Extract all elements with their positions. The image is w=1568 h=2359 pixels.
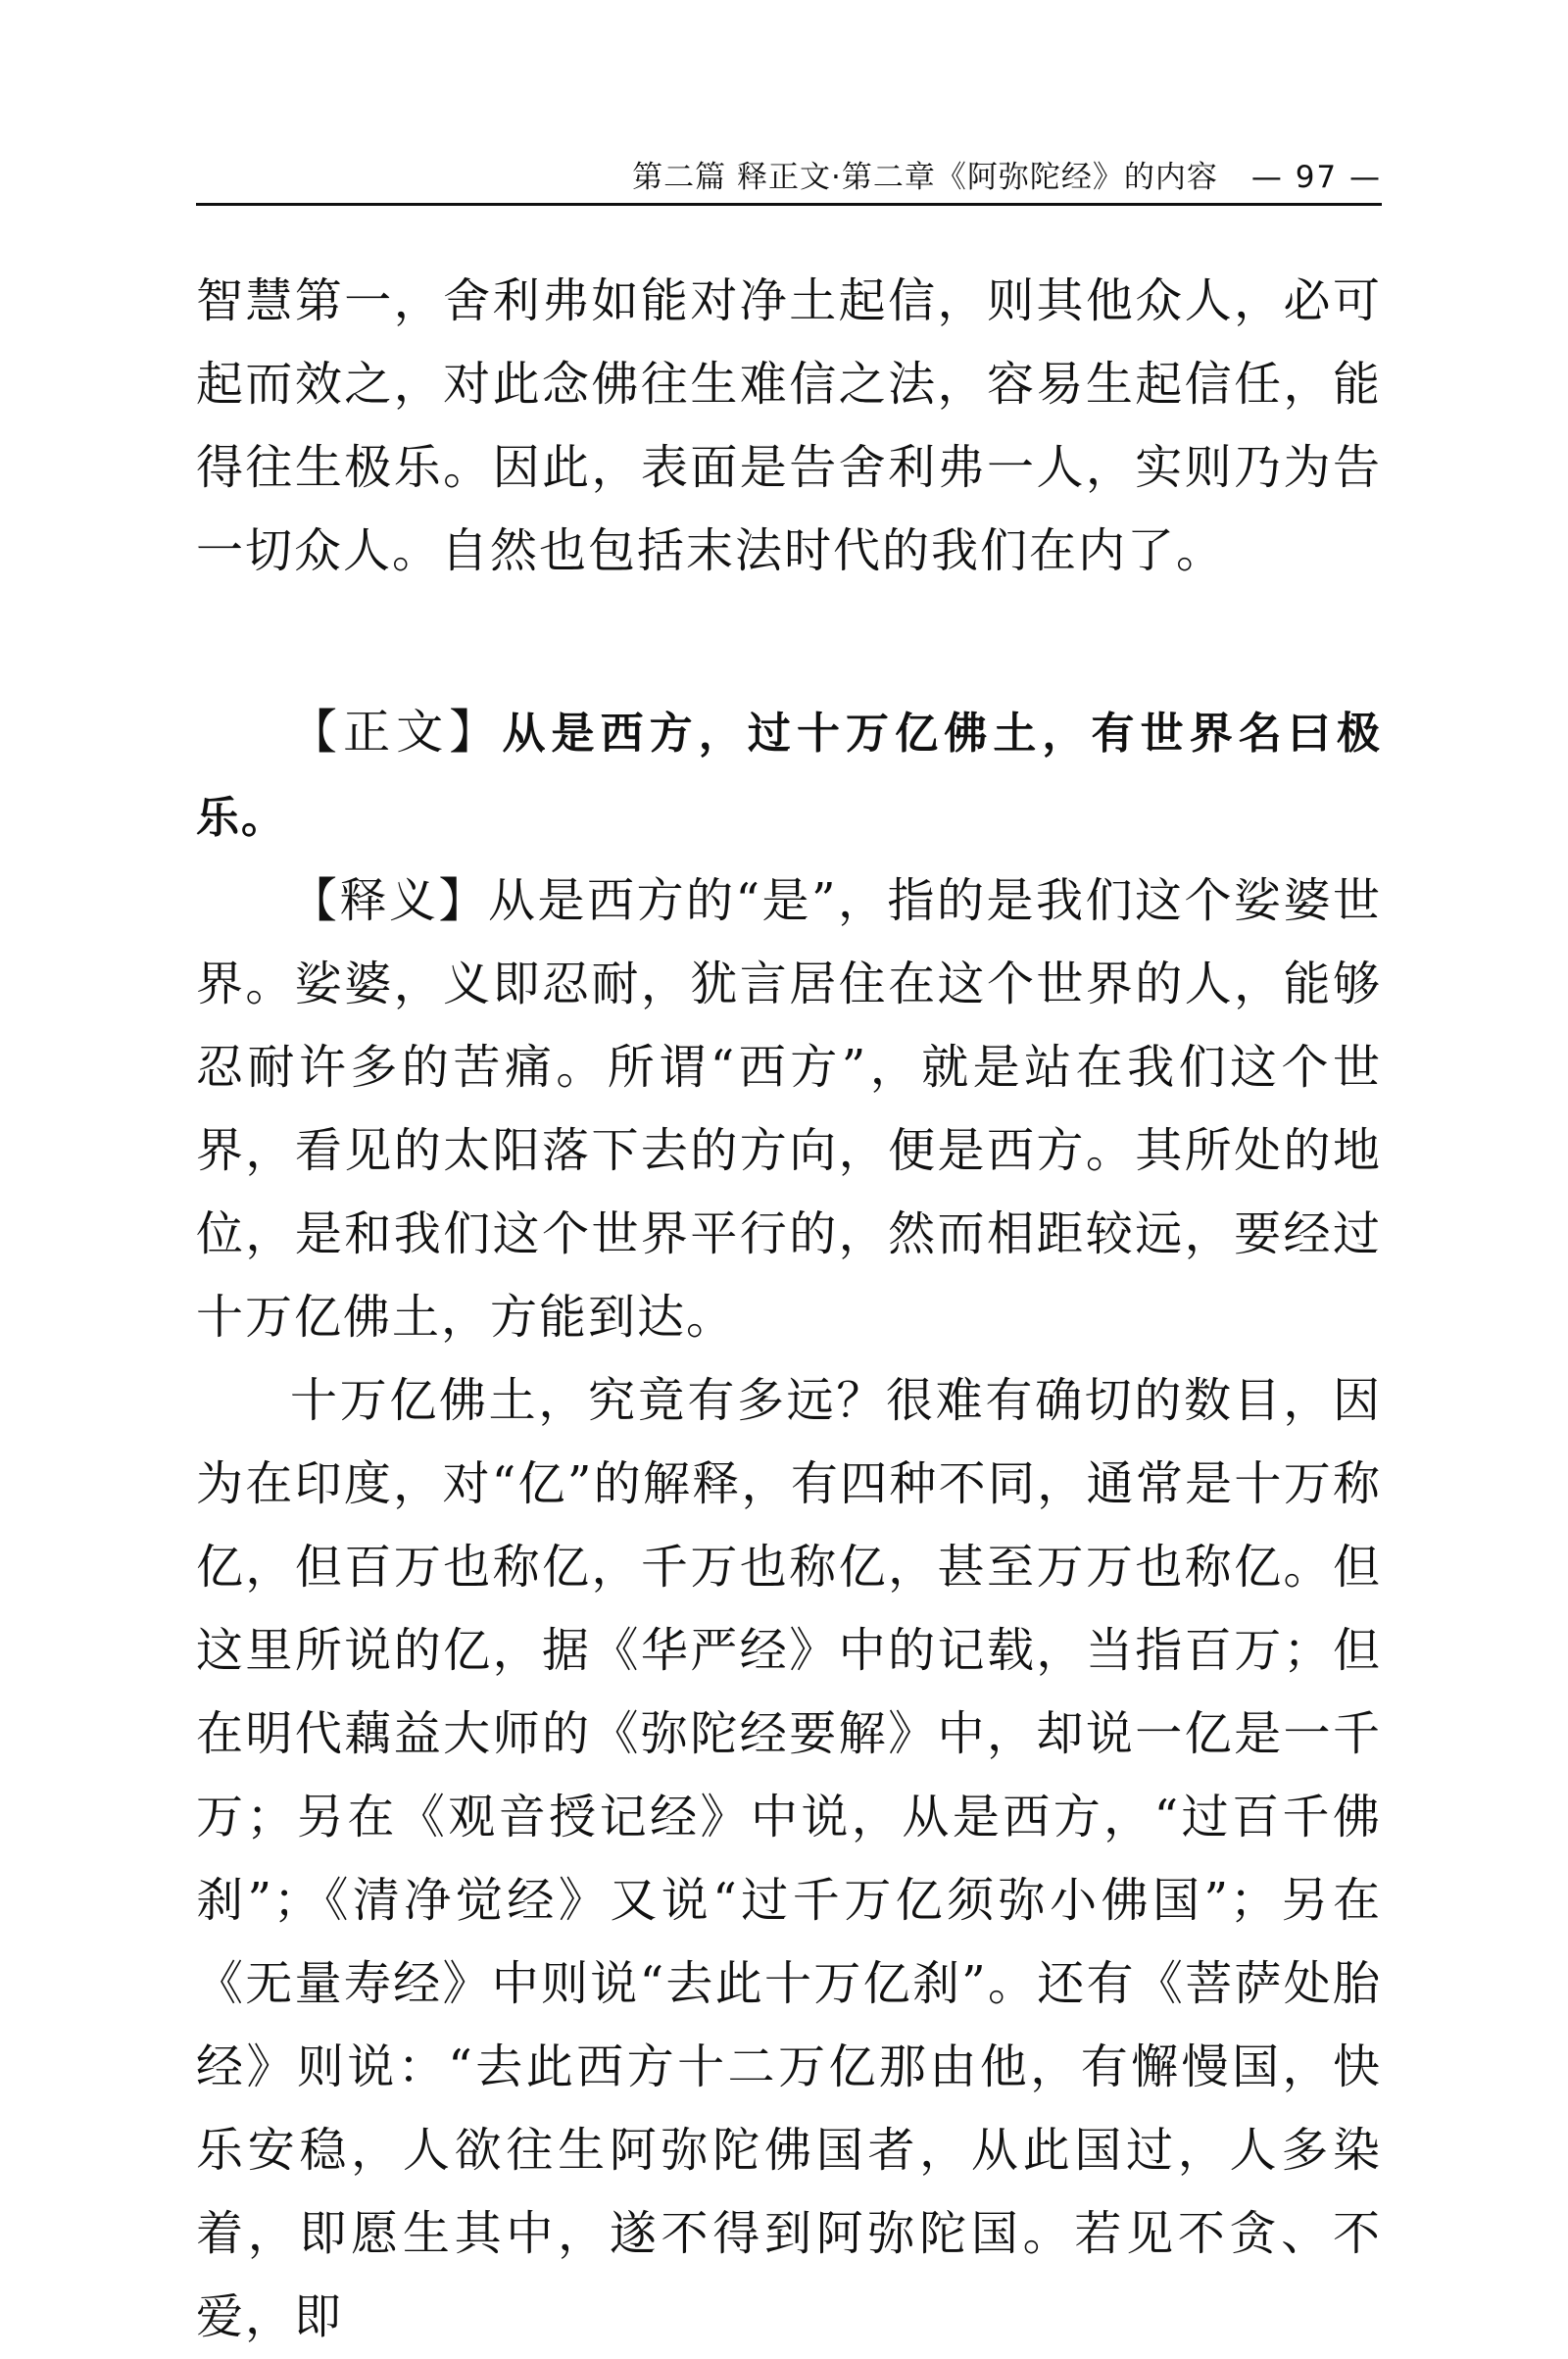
- section-gap: [196, 593, 1382, 691]
- explanation-paragraph: [196, 860, 1382, 1359]
- running-title: 第二篇 释正文·第二章《阿弥陀经》的内容: [632, 160, 1218, 195]
- explanation-label: 【释义】: [290, 873, 488, 928]
- explanation-text: 从是西方的“是”，指的是我们这个娑婆世界。娑婆，义即忍耐，犹言居住在这个世界的人，能够忍耐许多的苦痛。所谓“西方”，就是站在我们这个世界，看见的太阳落下去的方向，便是西方。其所处的地位，是和我们这个世界平行的，然而相距较远，要经过十万亿佛土，方能到达。: [196, 873, 1382, 1345]
- page-number: — 97 —: [1250, 160, 1382, 195]
- body-text: [196, 260, 1382, 2359]
- scripture-paragraph: [196, 691, 1382, 860]
- paragraph-continuation: 智慧第一，舍利弗如能对净土起信，则其他众人，必可起而效之，对此念佛往生难信之法，容易生起信任，能得往生极乐。因此，表面是告舍利弗一人，实则乃为告一切众人。自然也包括末法时代的我们在内了。: [196, 273, 1382, 578]
- scripture-text: 从是西方，过十万亿佛土，有世界名曰极乐。: [196, 709, 1382, 843]
- scripture-label: 【正文】: [290, 705, 503, 760]
- paragraph-distance: 十万亿佛土，究竟有多远？很难有确切的数目，因为在印度，对“亿”的解释，有四种不同，通常是十万称亿，但百万也称亿，千万也称亿，甚至万万也称亿。但这里所说的亿，据《华严经》中的记载，当指百万；但在明代藕益大师的《弥陀经要解》中，却说一亿是一千万；另在《观音授记经》中说，从是西方，“过百千佛刹”；《清净觉经》又说“过千万亿须弥小佛国”；另在《无量寿经》中则说“去此十万亿刹”。还有《菩萨处胎经》则说：“去此西方十二万亿那由他，有懈慢国，快乐安稳，人欲往生阿弥陀佛国者，从此国过，人多染着，即愿生其中，遂不得到阿弥陀国。若见不贪、不爱，即: [196, 1373, 1382, 2344]
- running-header-text: [632, 157, 1382, 198]
- running-header: [196, 157, 1382, 206]
